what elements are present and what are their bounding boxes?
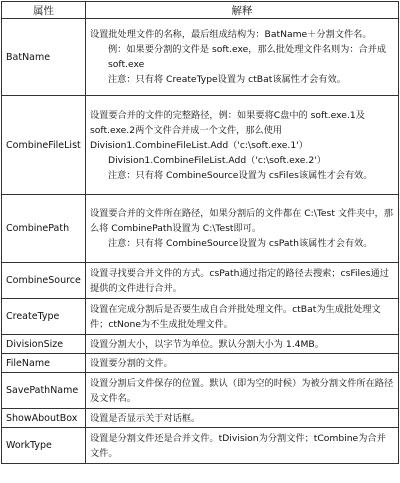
- table-row: [2, 354, 399, 373]
- property-name: WorkType: [2, 428, 86, 464]
- description-line: 注意：只有将 CreateType设置为 ctBat该属性才会有效。: [108, 74, 346, 85]
- header-explain: 解释: [86, 2, 399, 19]
- property-table-container: [1, 1, 398, 481]
- property-description: 设置是分割文件还是合并文件。tDivision为分割文件；tCombine为合并文件。: [86, 428, 399, 464]
- property-name: ShowAboutBox: [2, 409, 86, 428]
- property-description: [86, 96, 399, 195]
- property-name: FileName: [2, 354, 86, 373]
- property-description: 设置分割大小，以字节为单位。默认分割大小为 1.4MB。: [86, 335, 399, 354]
- property-description: 设置寻找要合并文件的方式。csPath通过指定的路径去搜索；csFiles通过提供的文件进行合并。: [86, 263, 399, 299]
- header-property: 属性: [2, 2, 86, 19]
- property-description: 设置是否显示关于对话框。: [86, 409, 399, 428]
- table-row: [2, 96, 399, 195]
- property-name: SavePathName: [2, 373, 86, 409]
- description-line: 例：如果要分割的文件是 soft.exe，那么批处理文件名则为：合并成 soft.exe: [108, 44, 387, 70]
- description-line: 注意：只有将 CombineSource设置为 csPath该属性才会有效。: [108, 238, 373, 249]
- table-row: [2, 373, 399, 409]
- table-header-row: [2, 2, 399, 19]
- table-row: [2, 428, 399, 464]
- description-line: 注意：只有将 CombineSource设置为 csFiles该属性才会有效。: [108, 169, 373, 181]
- description-line: 设置批处理文件的名称，最后组成结构为：BatName＋分割文件名。: [90, 29, 372, 40]
- description-line: 设置要合并的文件的完整路径，例：如果要将C盘中的 soft.exe.1及 soft.exe.2两个文件合并成一个文件，那么使用 Division1.CombineFileList.Add（'c:\soft.exe.1'）: [90, 109, 365, 151]
- table-row: [2, 263, 399, 299]
- description-line: 设置要合并的文件所在路径，如果分割后的文件都在 C:\Test 文件夹中，那么将 CombinePath设置为 C:\Test即可。: [90, 208, 393, 234]
- property-name: CombinePath: [2, 195, 86, 263]
- table-row: [2, 19, 399, 96]
- description-line: Division1.CombineFileList.Add（'c:\soft.exe.2'）: [108, 154, 326, 166]
- table-row: [2, 195, 399, 263]
- property-description: 设置分割后文件保存的位置。默认（即为空的时候）为被分割文件所在路径及文件名。: [86, 373, 399, 409]
- property-name: BatName: [2, 19, 86, 96]
- table-row: [2, 335, 399, 354]
- property-description: [86, 195, 399, 263]
- property-name: DivisionSize: [2, 335, 86, 354]
- property-name: CombineFileList: [2, 96, 86, 195]
- property-description: [86, 19, 399, 96]
- property-description: 设置在完成分割后是否要生成自合并批处理文件。ctBat为生成批处理文件；ctNone为不生成批处理文件。: [86, 299, 399, 335]
- property-name: CombineSource: [2, 263, 86, 299]
- property-name: CreateType: [2, 299, 86, 335]
- property-table: [1, 1, 399, 464]
- table-row: [2, 409, 399, 428]
- table-row: [2, 299, 399, 335]
- property-description: 设置要分割的文件。: [86, 354, 399, 373]
